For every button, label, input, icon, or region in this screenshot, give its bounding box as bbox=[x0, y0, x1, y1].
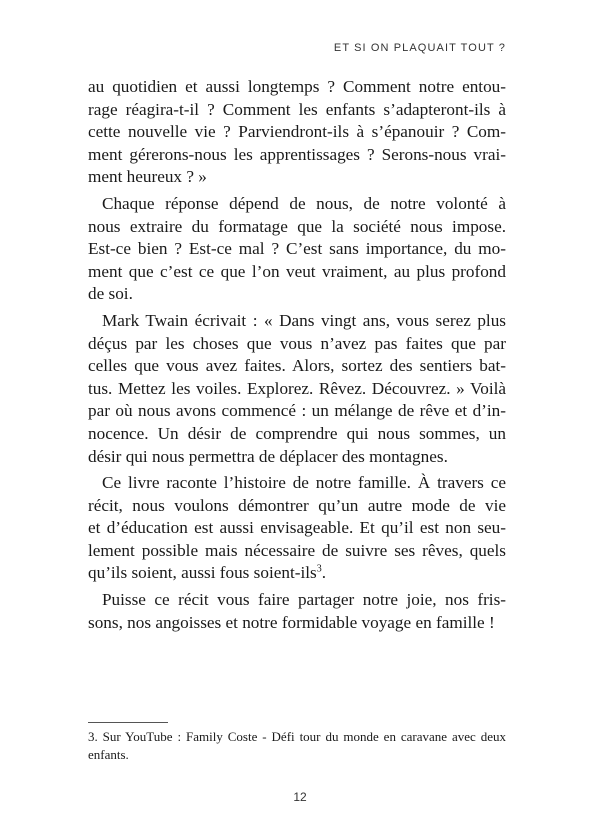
text-line: Mark Twain écrivait : « Dans vingt ans, vous serez plus bbox=[102, 310, 506, 330]
footnote bbox=[88, 728, 506, 764]
text-line: ment que c’est ce que l’on veut vraiment, au plus profond bbox=[88, 261, 506, 281]
text-line: ment heureux ? » bbox=[88, 167, 207, 187]
text-line: par où nous avons commencé : un mélange de rêve et d’in- bbox=[88, 401, 506, 421]
page-number: 12 bbox=[293, 790, 307, 804]
text-line: sons, nos angoisses et notre formidable voyage en famille ! bbox=[88, 612, 495, 632]
text-line: au quotidien et aussi longtemps ? Comment notre entou- bbox=[88, 77, 506, 96]
footnote-separator bbox=[88, 722, 168, 723]
text-line: tus. Mettez les voiles. Explorez. Rêvez. Découvrez. » Voilà bbox=[88, 378, 506, 398]
text-line: Chaque réponse dépend de nous, de notre volonté à bbox=[102, 193, 506, 213]
text-line: déçus par les choses que vous n’avez pas faites que par bbox=[88, 333, 506, 353]
text-line: celles que vous avez faites. Alors, sortez des sentiers bat- bbox=[88, 356, 506, 376]
paragraph bbox=[88, 76, 506, 189]
text-line: lement possible mais nécessaire de suivre ses rêves, quels bbox=[88, 540, 506, 560]
text-line: Ce livre raconte l’histoire de notre famille. À travers ce bbox=[102, 473, 506, 493]
text-line: rage réagira-t-il ? Comment les enfants s’adapteront-ils à bbox=[88, 99, 506, 119]
text-line: Puisse ce récit vous faire partager notre joie, nos fris- bbox=[102, 590, 506, 610]
text-line: désir qui nous permettra de déplacer des montagnes. bbox=[88, 446, 448, 466]
body-text bbox=[88, 76, 506, 634]
paragraph bbox=[88, 589, 506, 634]
text-line: et d’éducation est aussi envisageable. Et qu’il est non seu- bbox=[88, 518, 506, 538]
paragraph bbox=[88, 310, 506, 468]
text-line: Est-ce bien ? Est-ce mal ? C’est sans importance, du mo- bbox=[88, 239, 506, 259]
text-line: cette nouvelle vie ? Parviendront-ils à s’épanouir ? Com- bbox=[88, 122, 506, 142]
text-line: nocence. Un désir de comprendre qui nous sommes, un bbox=[88, 423, 506, 443]
text-line bbox=[88, 562, 506, 585]
text-line: de soi. bbox=[88, 284, 133, 304]
text-line: nous extraire du formatage que la société nous impose. bbox=[88, 216, 506, 236]
text-line-content: qu’ils soient, aussi fous soient-ils bbox=[88, 563, 317, 583]
paragraph bbox=[88, 193, 506, 306]
sentence-end: . bbox=[321, 563, 326, 583]
footnote-line: enfants. bbox=[88, 747, 129, 762]
running-title: ET SI ON PLAQUAIT TOUT ? bbox=[333, 42, 506, 54]
text-line: récit, nous voulons démontrer qu’un autre mode de vie bbox=[88, 495, 506, 515]
footnote-reference[interactable]: 3 bbox=[316, 563, 322, 575]
footnote-line: 3. Sur YouTube : Family Coste - Défi tour du monde en caravane avec deux bbox=[88, 729, 506, 744]
paragraph bbox=[88, 472, 506, 585]
text-line: ment gérerons-nous les apprentissages ? Serons-nous vrai- bbox=[88, 144, 506, 164]
